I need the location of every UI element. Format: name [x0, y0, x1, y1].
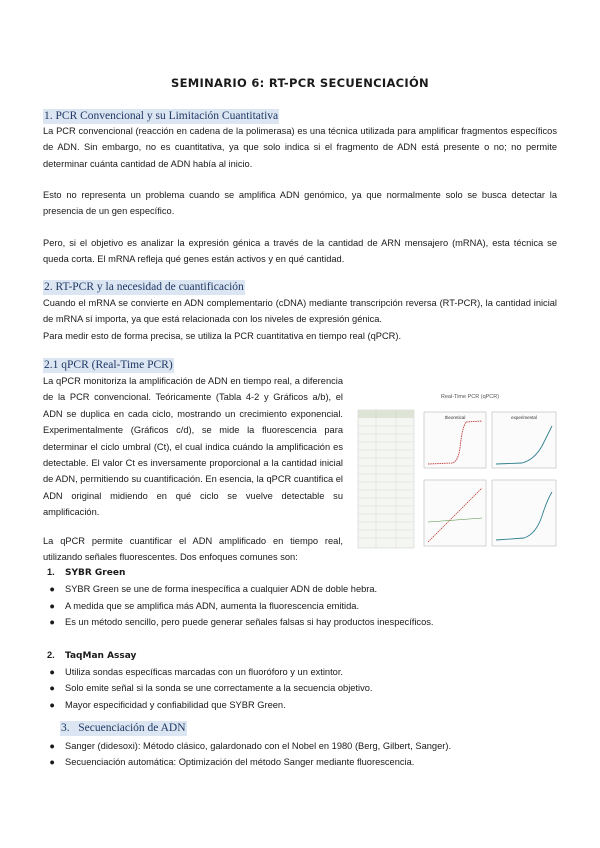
section-2-paragraph-1: Cuando el mRNA se convierte en ADN complementario (cDNA) mediante transcripción reversa (RT-PCR), la cantidad inicial de mRNA sí importa, ya que está relacionada con los niveles de expresión génica. — [43, 298, 557, 325]
methods-list — [43, 564, 557, 713]
list-item: ● Secuenciación automática: Optimización del método Sanger mediante fluorescencia. — [43, 754, 557, 770]
section-2-1-paragraph-1: La qPCR monitoriza la amplificación de ADN en tiempo real, a diferencia de la PCR convencional. Teóricamente (Tabla 4-2 y Gráficos a/b), el ADN se duplica en cada ciclo, mostrando un crecimiento exponencial. Experimentalmente (Gráficos c/d), se mide la fluorescencia para determinar el ciclo umbral (Ct), el cual indica cuándo la amplificación es detectable. El valor Ct es inversamente proporcional a la cantidad inicial de ADN, permitiendo su cuantificación. En esencia, la qPCR cuantifica el ADN original midiendo en qué ciclo se vuelve detectable su amplificación. — [43, 376, 343, 518]
bullet-icon: ● — [49, 683, 55, 694]
method-1-header — [43, 564, 557, 581]
sequencing-list — [43, 738, 557, 771]
section-2-1-heading: 2.1 qPCR (Real-Time PCR) — [44, 359, 173, 371]
bullet-icon: ● — [49, 741, 55, 751]
document-title: SEMINARIO 6: RT-PCR SECUENCIACIÓN — [171, 76, 429, 90]
section-1-paragraph-1: La PCR convencional (reacción en cadena de la polimerasa) es una técnica utilizada para amplificar fragmentos específicos de ADN. Sin embargo, no es cuantitativa, ya que solo indica si el fragmento de ADN está presente o no; no permite determinar cuánta cantidad de ADN había al inicio. — [43, 126, 557, 169]
panel-b-label: experimental — [511, 415, 537, 420]
bullet-icon: ● — [49, 667, 55, 678]
list-item: ● Es un método sencillo, pero puede generar señales falsas si hay productos inespecíficos. — [43, 614, 557, 630]
figure-panel-a — [424, 412, 486, 468]
bullet-icon: ● — [49, 757, 55, 768]
list-item: ● Solo emite señal si la sonda se une correctamente a la secuencia objetivo. — [43, 680, 557, 696]
bullet-icon: ● — [49, 617, 55, 628]
method-2-name: TaqMan Assay — [65, 650, 137, 661]
figure-title: Real-Time PCR (qPCR) — [440, 394, 500, 400]
figure-panel-c — [424, 480, 486, 546]
list-item: ● Mayor especificidad y confiabilidad que SYBR Green. — [43, 697, 557, 713]
section-3-number: 3. — [61, 722, 70, 734]
figure-table — [358, 410, 414, 548]
section-1-paragraph-2: Esto no representa un problema cuando se amplifica ADN genómico, ya que normalmente solo se busca detectar la presencia de un gen específico. — [43, 190, 557, 217]
qpcr-figure — [352, 388, 562, 552]
section-3-heading — [60, 721, 187, 736]
method-1-name: SYBR Green — [65, 568, 126, 578]
section-2-paragraph-2: Para medir esto de forma precisa, se utiliza la PCR cuantitativa en tiempo real (qPCR). — [43, 331, 402, 341]
figure-panel-b — [492, 412, 556, 468]
section-2-heading: 2. RT-PCR y la necesidad de cuantificación — [44, 281, 244, 293]
section-2-1-paragraph-2: La qPCR permite cuantificar el ADN amplificado en tiempo real, utilizando señales fluorescentes. Dos enfoques comunes son: — [43, 536, 343, 563]
section-3-title: Secuenciación de ADN — [78, 722, 186, 734]
bullet-icon: ● — [49, 584, 55, 595]
method-1-number: 1. — [47, 567, 55, 577]
method-2-number: 2. — [47, 649, 55, 660]
panel-a-label: theoretical — [444, 415, 466, 420]
list-item: ● Utiliza sondas específicas marcadas con un fluoróforo y un extintor. — [43, 664, 557, 680]
list-item: ● SYBR Green se une de forma inespecífica a cualquier ADN de doble hebra. — [43, 581, 557, 597]
bullet-icon: ● — [49, 699, 55, 710]
method-2-header — [43, 647, 557, 664]
section-1-heading: 1. PCR Convencional y su Limitación Cuantitativa — [44, 110, 279, 122]
section-1-paragraph-3: Pero, si el objetivo es analizar la expresión génica a través de la cantidad de ARN mensajero (mRNA), esta técnica se queda corta. El mRNA refleja qué genes están activos y en qué cantidad. — [43, 238, 557, 265]
figure-panel-d — [492, 480, 556, 546]
bullet-icon: ● — [49, 600, 55, 611]
list-item: ● Sanger (didesoxi): Método clásico, galardonado con el Nobel en 1980 (Berg, Gilbert, Sanger). — [43, 738, 557, 754]
list-item: ● A medida que se amplifica más ADN, aumenta la fluorescencia emitida. — [43, 598, 557, 614]
